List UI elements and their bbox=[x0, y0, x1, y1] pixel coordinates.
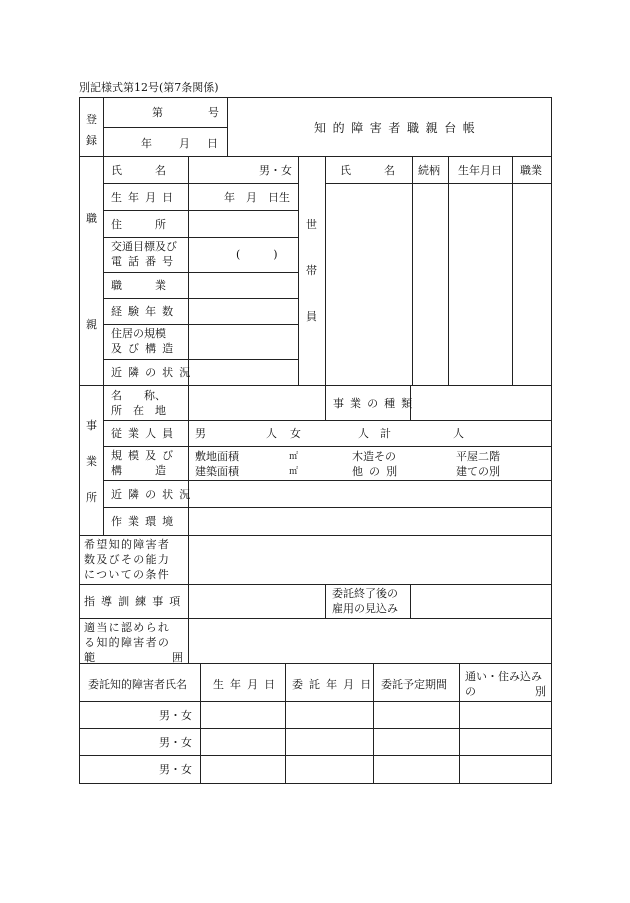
label-address: 住 所 bbox=[111, 218, 166, 231]
outlook-line-2: 雇用の見込み bbox=[332, 602, 398, 615]
site-area-unit: ㎡ bbox=[289, 452, 299, 462]
emp-person-2: 人 bbox=[358, 427, 369, 440]
emp-total: 計 bbox=[380, 427, 391, 440]
household-label-1: 世 bbox=[306, 218, 317, 231]
bldg-area-unit: ㎡ bbox=[289, 467, 299, 477]
emp-person-3: 人 bbox=[453, 427, 464, 440]
label-birth: 生年月日 bbox=[111, 191, 180, 204]
reg-dai: 第 bbox=[152, 106, 163, 119]
label-employees: 従業人員 bbox=[111, 427, 180, 440]
emp-male: 男 bbox=[195, 427, 206, 440]
label-experience: 経験年数 bbox=[111, 305, 180, 318]
site-area-label: 敷地面積 bbox=[195, 450, 239, 463]
flat-label: 平屋二階 bbox=[456, 450, 500, 463]
reg-year: 年 bbox=[141, 137, 152, 150]
bldg-area-label: 建築面積 bbox=[195, 465, 239, 478]
commission-col-date: 委託年月日 bbox=[292, 678, 378, 691]
household-col-job: 職業 bbox=[520, 164, 542, 177]
suitable-line-2: る知的障害者の bbox=[84, 636, 171, 649]
reg-label-bottom: 録 bbox=[86, 134, 97, 147]
label-training: 指導訓練事項 bbox=[84, 595, 187, 608]
label-location: 所 在 地 bbox=[111, 404, 166, 417]
label-job: 職 業 bbox=[111, 279, 166, 292]
outlook-line-1: 委託終了後の bbox=[332, 587, 398, 600]
wish-line-1: 希望知的障害者 bbox=[84, 538, 171, 551]
commission-row-gender: 男・女 bbox=[159, 709, 192, 722]
commission-col-period: 委託予定期間 bbox=[381, 678, 447, 691]
reg-label-top: 登 bbox=[86, 113, 97, 126]
commission-row-gender: 男・女 bbox=[159, 736, 192, 749]
name-gender: 男・女 bbox=[259, 164, 292, 177]
reg-go: 号 bbox=[208, 106, 219, 119]
jigyosho-label-3: 所 bbox=[86, 491, 97, 504]
commission-col-type-2b: 別 bbox=[535, 685, 546, 698]
label-scale-1: 規模及び bbox=[111, 449, 180, 462]
commission-col-type-2a: の bbox=[465, 685, 476, 698]
label-business-type: 事業の種類 bbox=[333, 397, 419, 410]
label-business-name: 名 称、 bbox=[111, 389, 166, 402]
commission-col-type-1: 通い・住み込み bbox=[465, 670, 542, 683]
commission-row-gender: 男・女 bbox=[159, 763, 192, 776]
household-label-2: 帯 bbox=[306, 264, 317, 277]
suitable-line-1: 適当に認められ bbox=[84, 621, 171, 634]
register-title: 知的障害者職親台帳 bbox=[314, 121, 482, 135]
suitable-line-3a: 範 bbox=[84, 651, 95, 664]
wish-line-2: 数及びその能力 bbox=[84, 553, 171, 566]
label-housing-1: 住居の規模 bbox=[111, 327, 166, 340]
reg-day: 日 bbox=[207, 137, 218, 150]
jigyosho-label-1: 事 bbox=[86, 419, 97, 432]
label-scale-2: 構 造 bbox=[111, 464, 166, 477]
household-col-birth: 生年月日 bbox=[458, 164, 502, 177]
other-label: 他の別 bbox=[352, 465, 404, 478]
phone-paren: ( ) bbox=[236, 248, 278, 261]
suitable-line-3b: 囲 bbox=[172, 651, 183, 664]
label-environment: 作業環境 bbox=[111, 515, 180, 528]
emp-person-1: 人 bbox=[266, 427, 277, 440]
shokuoya-label-top: 職 bbox=[86, 212, 97, 225]
emp-female: 女 bbox=[290, 427, 301, 440]
storied-label: 建ての別 bbox=[456, 465, 500, 478]
birth-value: 年 月 日生 bbox=[224, 191, 290, 204]
commission-col-name: 委託知的障害者氏名 bbox=[88, 678, 187, 691]
form-number-label: 別記様式第12号(第7条関係) bbox=[79, 81, 219, 94]
reg-month: 月 bbox=[179, 137, 190, 150]
household-col-name: 氏 名 bbox=[340, 164, 395, 177]
wish-line-3: についての条件 bbox=[84, 568, 171, 581]
label-neighborhood: 近隣の状況 bbox=[111, 366, 197, 379]
label-neighborhood-2: 近隣の状況 bbox=[111, 488, 197, 501]
shokuoya-label-bottom: 親 bbox=[86, 318, 97, 331]
commission-col-birth: 生年月日 bbox=[213, 678, 282, 691]
label-transport: 交通目標及び bbox=[111, 240, 177, 253]
household-label-3: 員 bbox=[306, 310, 317, 323]
label-housing-2: 及び構造 bbox=[111, 342, 180, 355]
label-phone: 電話番号 bbox=[111, 255, 180, 268]
wooden-label: 木造その bbox=[352, 450, 396, 463]
jigyosho-label-2: 業 bbox=[86, 455, 97, 468]
household-col-relation: 続柄 bbox=[418, 164, 440, 177]
label-name: 氏 名 bbox=[111, 164, 166, 177]
